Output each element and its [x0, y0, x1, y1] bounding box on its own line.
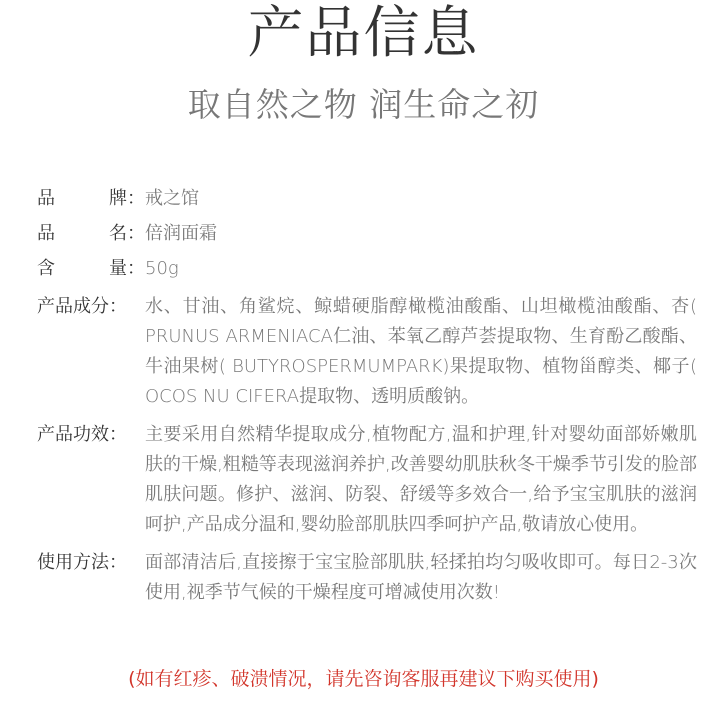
effect-value: 主要采用自然精华提取成分,植物配方,温和护理,针对婴幼面部娇嫩肌肤的干燥,粗糙等表现滋润养护,改善婴幼肌肤秋冬干燥季节引发的脸部肌肤问题。修护、滋润、防裂、舒缓等多效合一,给予宝宝肌肤的滋润呵护,产品成分温和,婴幼脸部肌肤四季呵护产品,敬请放心使用。 [145, 424, 697, 535]
name-value: 倍润面霜 [145, 223, 217, 244]
ingredients-label: 产品成分： [37, 296, 127, 317]
brand-row: 品 牌 ： 戒之馆 [37, 184, 697, 214]
net-row: 含 量 ： 50g [37, 254, 697, 284]
name-label: 品 名 [37, 223, 127, 244]
page-subtitle: 取自然之物 润生命之初 [187, 85, 540, 124]
usage-row [37, 548, 697, 608]
net-label: 含 量 [37, 258, 127, 279]
ingredients-value: 水、甘油、角鲨烷、鲸蜡硬脂醇橄榄油酸酯、山坦橄榄油酸酯、杏( PRUNUS ARMENIACA仁油、苯氧乙醇芦荟提取物、生育酚乙酸酯、牛油果树( BUTYROSPERMUMPARK)果提取物、植物甾醇类、椰子( OCOS NU CIFERA提取物、透明质酸钠。 [145, 296, 697, 407]
usage-value: 面部清洁后,直接擦于宝宝脸部肌肤,轻揉拍均匀吸收即可。每日2-3次使用,视季节气候的干燥程度可增减使用次数! [145, 552, 697, 603]
net-value: 50g [145, 258, 179, 279]
effect-row [37, 420, 697, 540]
effect-label: 产品功效： [37, 424, 127, 445]
brand-label: 品 牌 [37, 188, 127, 209]
product-info [37, 184, 697, 608]
page-title: 产品信息 [247, 1, 480, 66]
ingredients-row [37, 292, 697, 412]
usage-label: 使用方法： [37, 552, 127, 573]
purchase-notice: (如有红疹、破溃情况，请先咨询客服再建议下购买使用) [128, 668, 599, 690]
brand-value: 戒之馆 [145, 188, 199, 209]
name-row: 品 名 ： 倍润面霜 [37, 219, 697, 249]
